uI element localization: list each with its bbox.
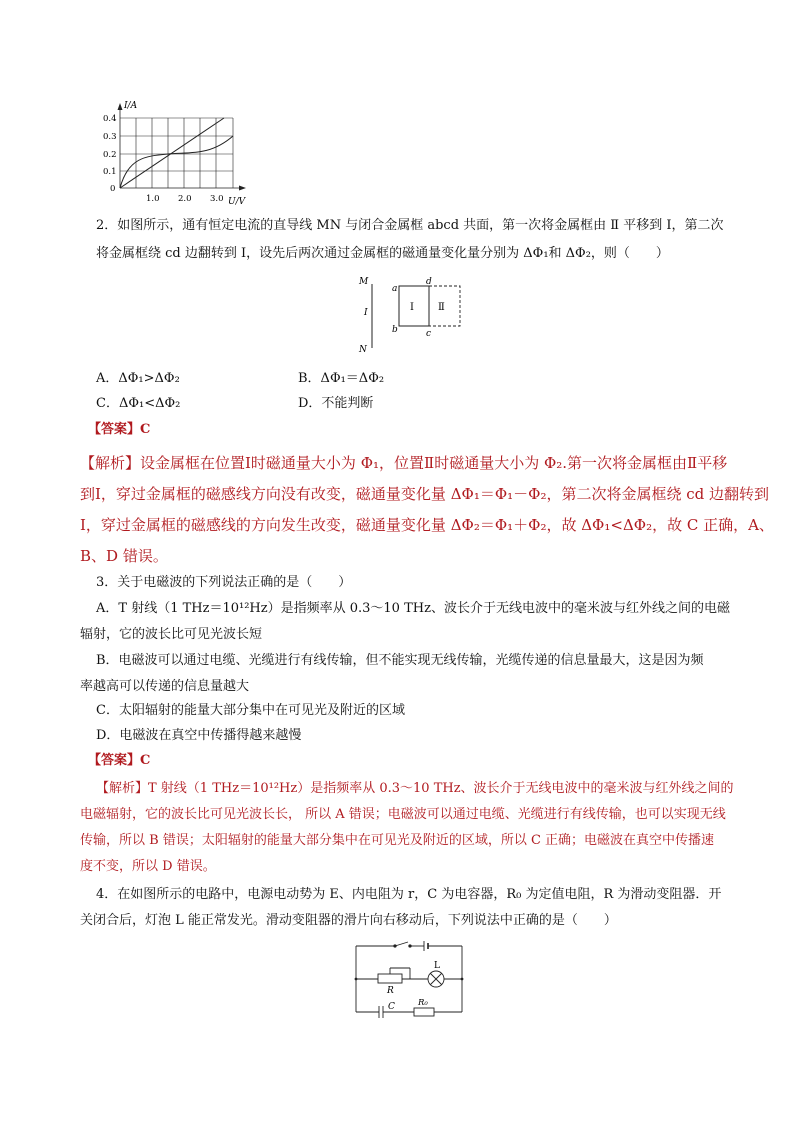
svg-text:I: I: [364, 308, 368, 318]
svg-text:M: M: [359, 277, 369, 287]
q3-option-a-line2: 辐射，它的波长比可见光波长短: [80, 627, 263, 642]
q2-explanation-line1: 【解析】设金属框在位置Ⅰ时磁通量大小为 Φ₁，位置Ⅱ时磁通量大小为 Φ₂.第一次将金属框由Ⅱ平移: [80, 454, 728, 472]
q3-explanation-line3: 传输，所以 B 错误；太阳辐射的能量大部分集中在可见光及附近的区域，所以 C 正确；电磁波在真空中传播速: [80, 833, 715, 848]
q3-option-b-line2: 率越高可以传递的信息量越大: [80, 679, 250, 694]
q2-explanation-line4: B、D 错误。: [80, 547, 168, 565]
y-axis-label: I/A: [124, 101, 138, 111]
svg-text:0.3: 0.3: [103, 132, 117, 142]
q2-stem-line1: 2．如图所示，通有恒定电流的直导线 MN 与闭合金属框 abcd 共面，第一次将金属框由 Ⅱ 平移到 Ⅰ，第二次: [96, 218, 724, 233]
q3-explanation-line2: 电磁辐射，它的波长比可见光波长长， 所以 A 错误；电磁波可以通过电缆、光缆进行有线传输，也可以实现无线: [80, 807, 726, 822]
svg-text:0: 0: [110, 184, 116, 194]
svg-text:C: C: [388, 1002, 395, 1012]
svg-text:R₀: R₀: [418, 998, 428, 1008]
svg-text:2.0: 2.0: [178, 194, 192, 204]
svg-text:L: L: [434, 961, 440, 971]
q3-explanation-line1: 【解析】T 射线（1 THz＝10¹²Hz）是指频率从 0.3～10 THz、波长介于无线电波中的毫米波与红外线之间的: [96, 781, 734, 796]
svg-text:b: b: [392, 325, 398, 335]
q3-explanation-line4: 度不变，所以 D 错误。: [80, 859, 216, 874]
q2-figure: [352, 272, 472, 358]
svg-text:a: a: [392, 284, 398, 294]
q4-circuit-figure: [350, 936, 468, 1020]
q4-stem-line2: 关闭合后，灯泡 L 能正常发光。滑动变阻器的滑片向右移动后，下列说法中正确的是（ ）: [80, 913, 617, 928]
q2-answer: 【答案】C: [88, 422, 151, 437]
iu-graph: [100, 98, 250, 210]
q3-option-c: C．太阳辐射的能量大部分集中在可见光及附近的区域: [96, 703, 405, 718]
svg-text:R: R: [387, 986, 394, 996]
svg-text:0.1: 0.1: [103, 167, 117, 177]
q2-option-d: D．不能判断: [298, 396, 374, 411]
q3-answer: 【答案】C: [88, 753, 151, 768]
q3-stem: 3．关于电磁波的下列说法正确的是（ ）: [96, 575, 352, 590]
q2-option-c: C．ΔΦ₁<ΔΦ₂: [96, 396, 181, 411]
svg-text:c: c: [426, 329, 432, 339]
q3-option-b-line1: B．电磁波可以通过电缆、光缆进行有线传输，但不能实现无线传输，光缆传递的信息量最大，这是因为频: [96, 653, 704, 668]
q3-option-a-line1: A．T 射线（1 THz＝10¹²Hz）是指频率从 0.3～10 THz、波长介于无线电波中的毫米波与红外线之间的电磁: [96, 601, 730, 616]
svg-text:N: N: [359, 345, 367, 355]
svg-text:Ⅱ: Ⅱ: [438, 302, 445, 313]
svg-text:0.2: 0.2: [103, 150, 117, 160]
q2-explanation-line3: Ⅰ，穿过金属框的磁感线的方向发生改变，磁通量变化量 ΔΦ₂＝Φ₁＋Φ₂，故 ΔΦ₁<ΔΦ₂，故 C 正确，A、: [80, 516, 774, 534]
svg-text:Ⅰ: Ⅰ: [410, 302, 414, 313]
q4-stem-line1: 4．在如图所示的电路中，电源电动势为 E、内电阻为 r，C 为电容器，R₀ 为定值电阻，R 为滑动变阻器．开: [96, 887, 722, 902]
linear-curve: [120, 118, 224, 188]
q2-option-b: B．ΔΦ₁＝ΔΦ₂: [298, 371, 385, 386]
svg-text:d: d: [426, 277, 432, 287]
svg-text:3.0: 3.0: [210, 194, 224, 204]
x-axis-label: U/V: [228, 197, 246, 207]
q2-stem-line2: 将金属框绕 cd 边翻转到 Ⅰ，设先后两次通过金属框的磁通量变化量分别为 ΔΦ₁和 ΔΦ₂，则（ ）: [96, 246, 669, 261]
svg-text:1.0: 1.0: [146, 194, 160, 204]
q3-option-d: D．电磁波在真空中传播得越来越慢: [96, 728, 302, 743]
q2-option-a: A．ΔΦ₁>ΔΦ₂: [96, 371, 180, 386]
svg-text:0.4: 0.4: [103, 114, 117, 124]
q2-explanation-line2: 到Ⅰ，穿过金属框的磁感线方向没有改变，磁通量变化量 ΔΦ₁＝Φ₁－Φ₂，第二次将金属框绕 cd 边翻转到: [80, 485, 770, 503]
